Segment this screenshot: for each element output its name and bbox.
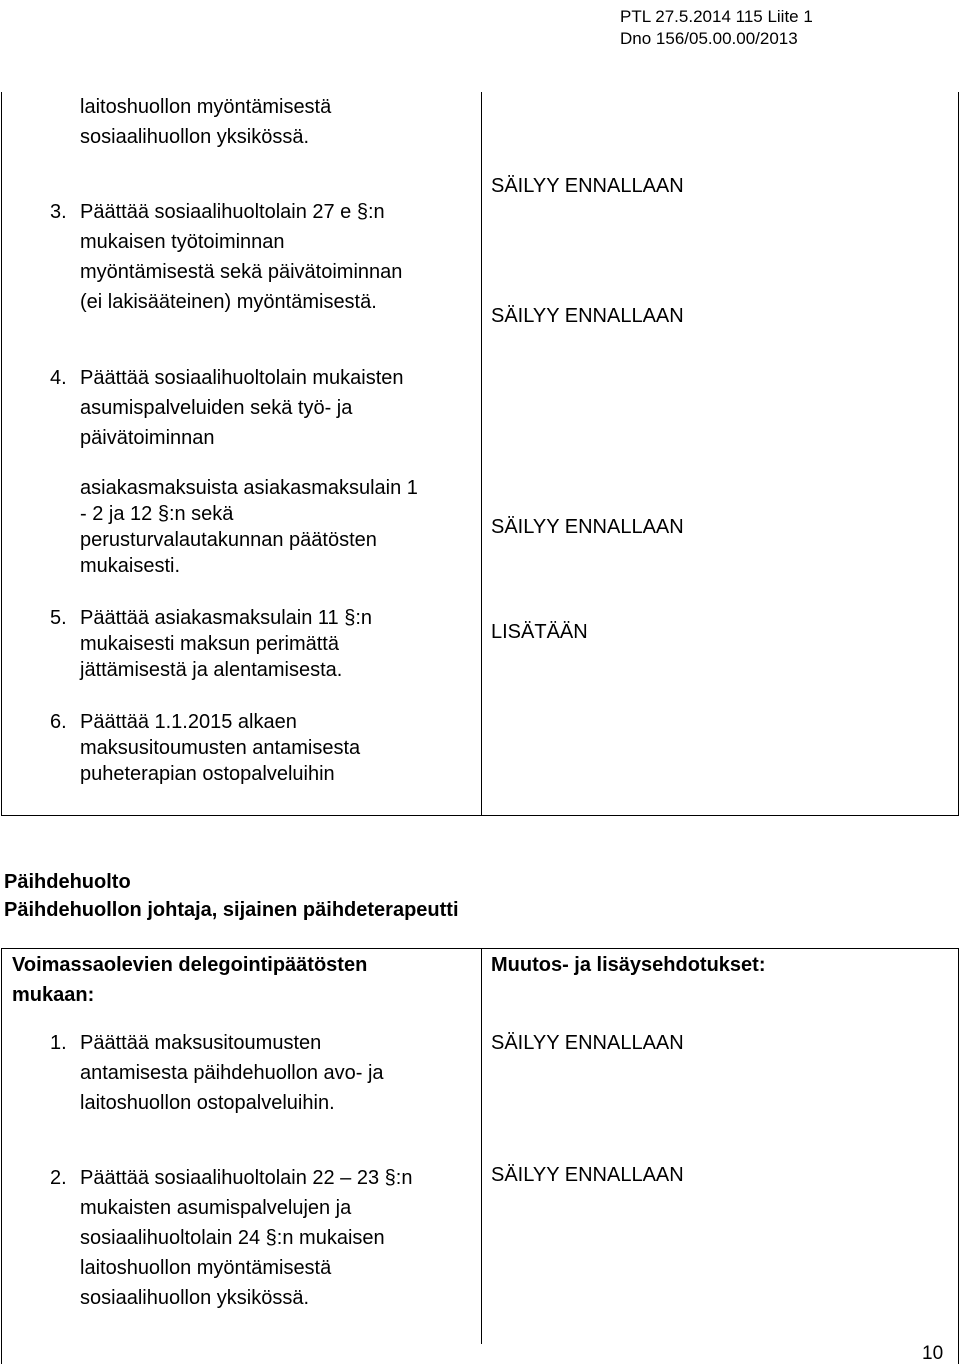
t2-status-item-2: SÄILYY ENNALLAAN	[491, 1164, 684, 1186]
item-6-number: 6.	[50, 711, 67, 733]
item-4-text-b: asiakasmaksuista asiakasmaksulain 1 - 2 ja 12 §:n sekä perusturvalautakunnan päätösten mukaisesti.	[80, 477, 418, 577]
t2-item-2-text: Päättää sosiaalihuoltolain 22 – 23 §:n mukaisten asumispalvelujen ja sosiaalihuoltolain 24 §:n mukaisen laitoshuollon myöntämisestä sosiaalihuollon yksikössä.	[80, 1167, 413, 1309]
status-item-4: SÄILYY ENNALLAAN	[491, 516, 684, 538]
table1-bottom-border	[1, 815, 959, 816]
table1-right-border	[958, 92, 959, 816]
t2-item-1-text: Päättää maksusitoumusten antamisesta päihdehuollon avo- ja laitoshuollon ostopalveluihin.	[80, 1032, 384, 1114]
section-subtitle: Päihdehuollon johtaja, sijainen päihdeterapeutti	[4, 899, 459, 921]
item-5-number: 5.	[50, 607, 67, 629]
item-6-text: Päättää 1.1.2015 alkaen maksusitoumusten antamisesta puheterapian ostopalveluihin	[80, 711, 361, 785]
table2-divider	[481, 948, 482, 1344]
table2-right-border	[958, 948, 959, 1364]
status-item-3: SÄILYY ENNALLAAN	[491, 175, 684, 197]
table1-divider	[481, 92, 482, 816]
header-record-number: Dno 156/05.00.00/2013	[620, 29, 798, 48]
table2-top-border	[1, 948, 959, 949]
item-3-number: 3.	[50, 201, 67, 223]
status-item-3b: SÄILYY ENNALLAAN	[491, 305, 684, 327]
continued-text: laitoshuollon myöntämisestä sosiaalihuollon yksikössä.	[80, 96, 332, 148]
t2-status-item-1: SÄILYY ENNALLAAN	[491, 1032, 684, 1054]
table2-head-left: Voimassaolevien delegointipäätösten mukaan:	[12, 954, 368, 1006]
item-5-text: Päättää asiakasmaksulain 11 §:n mukaisesti maksun perimättä jättämisestä ja alentamisesta.	[80, 607, 373, 681]
table1-left-border	[1, 92, 2, 816]
t2-item-2-number: 2.	[50, 1167, 67, 1189]
item-4-number: 4.	[50, 367, 67, 389]
section-title: Päihdehuolto	[4, 871, 131, 893]
item-4-text-a: Päättää sosiaalihuoltolain mukaisten asumispalveluiden sekä työ- ja päivätoiminnan	[80, 367, 404, 449]
table2-head-right: Muutos- ja lisäysehdotukset:	[491, 954, 766, 976]
page-number: 10	[922, 1343, 944, 1364]
status-item-5: LISÄTÄÄN	[491, 621, 588, 643]
item-3-text: Päättää sosiaalihuoltolain 27 e §:n mukaisen työtoiminnan myöntämisestä sekä päivätoiminnan (ei lakisääteinen) myöntämisestä.	[80, 201, 403, 313]
header-reference: PTL 27.5.2014 115 Liite 1	[620, 7, 813, 26]
document-header	[620, 6, 813, 50]
table2-left-border	[1, 948, 2, 1364]
t2-item-1-number: 1.	[50, 1032, 67, 1054]
